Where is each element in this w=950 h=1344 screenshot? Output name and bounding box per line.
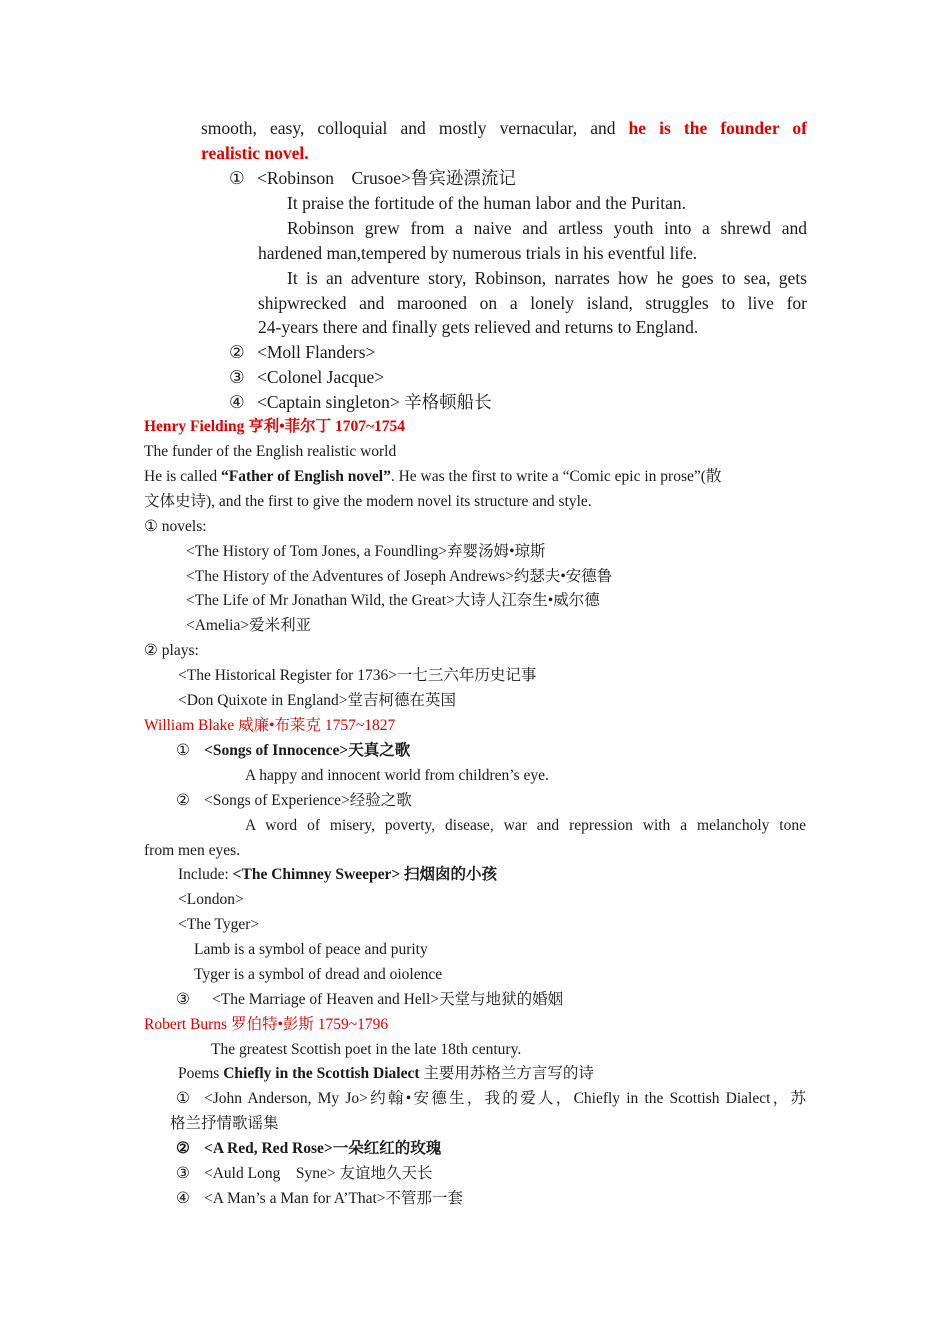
fielding-plays-label: ② plays:: [144, 642, 199, 659]
work-title: <A Red, Red Rose>一朵红红的玫瑰: [204, 1140, 442, 1157]
work-title: <Colonel Jacque>: [257, 367, 385, 387]
defoe-work-1: [229, 167, 516, 189]
blake-work-1-desc: A happy and innocent world from children’s eye.: [245, 767, 549, 784]
burns-heading: Robert Burns 罗伯特•彭斯 1759~1796: [144, 1016, 389, 1033]
fielding-desc-3: 文体史诗), and the first to give the modern novel its structure and style.: [144, 493, 592, 510]
burns-work-3: [176, 1163, 432, 1185]
work-title: <Songs of Innocence>天真之歌: [204, 742, 411, 759]
desc-text: 主要用苏格兰方言写的诗: [419, 1065, 594, 1082]
founder-highlight: he is the founder of: [615, 118, 807, 138]
desc-text: He is called: [144, 468, 222, 485]
blake-work-2-desc-1: A word of misery, poverty, disease, war and repression with a melancholy tone: [245, 817, 806, 834]
desc-text: . He was the first to write a “Comic epic in prose”(散: [390, 468, 722, 485]
work-title: <The Marriage of Heaven and Hell>天堂与地狱的婚姻: [212, 991, 564, 1008]
fielding-novels-label: ① novels:: [144, 518, 207, 535]
blake-work-2: [176, 790, 412, 812]
fielding-novel-2: <The History of the Adventures of Joseph Andrews>约瑟夫•安德鲁: [186, 568, 613, 585]
blake-work-1: [176, 740, 410, 762]
fielding-play-1: <The Historical Register for 1736>一七三六年历史记事: [178, 667, 537, 684]
robinson-note-1: It praise the fortitude of the human labor and the Puritan.: [287, 193, 686, 213]
robinson-note-2: Robinson grew from a naive and artless youth into a shrewd and: [287, 218, 807, 238]
work-number: ②: [176, 1140, 190, 1157]
fielding-desc-1: The funder of the English realistic world: [144, 443, 397, 460]
work-number: ④: [176, 1190, 190, 1207]
defoe-intro-line-1: [201, 117, 807, 139]
fielding-heading: Henry Fielding 亨利•菲尔丁 1707~1754: [144, 418, 406, 435]
fielding-novel-1: <The History of Tom Jones, a Foundling>弃婴汤姆•琼斯: [186, 543, 546, 560]
blake-lamb-symbol: Lamb is a symbol of peace and purity: [194, 941, 428, 958]
chimney-sweeper-title: <The Chimney Sweeper> 扫烟囱的小孩: [232, 866, 498, 883]
burns-work-1-cont: 格兰抒情歌谣集: [170, 1115, 279, 1132]
robinson-note-3: hardened man,tempered by numerous trials in his eventful life.: [258, 243, 698, 263]
burns-desc-2: [178, 1063, 594, 1085]
blake-work-2-desc-2: from men eyes.: [144, 842, 240, 859]
work-title: <Moll Flanders>: [257, 342, 376, 362]
work-title: <Robinson Crusoe>鲁宾逊漂流记: [257, 168, 516, 188]
work-number: ①: [229, 168, 245, 188]
work-number: ①: [176, 1090, 190, 1107]
work-title: <Auld Long Syne> 友谊地久天长: [204, 1165, 433, 1182]
father-of-novel-highlight: “Father of English novel”: [221, 468, 391, 485]
blake-poem-london: <London>: [178, 891, 244, 908]
work-number: ③: [229, 367, 245, 387]
work-number: ③: [176, 991, 190, 1008]
blake-tyger-symbol: Tyger is a symbol of dread and oiolence: [194, 966, 443, 983]
blake-heading: William Blake 威廉•布莱克 1757~1827: [144, 717, 396, 734]
burns-work-2: [176, 1138, 441, 1160]
work-title: <John Anderson, My Jo>约翰•安德生，我的爱人，Chiefly in the Scottish Dialect，苏: [204, 1090, 806, 1107]
work-title: <Captain singleton> 辛格顿船长: [257, 392, 492, 412]
include-label: Include:: [178, 866, 233, 883]
burns-desc-1: The greatest Scottish poet in the late 18th century.: [211, 1041, 522, 1058]
fielding-novel-3: <The Life of Mr Jonathan Wild, the Great>大诗人江奈生•威尔德: [186, 592, 600, 609]
work-title: <A Man’s a Man for A’That>不管那一套: [204, 1190, 463, 1207]
work-number: ②: [176, 792, 190, 809]
burns-work-4: [176, 1188, 463, 1210]
defoe-intro-text: smooth, easy, colloquial and mostly vernacular, and: [201, 118, 616, 138]
work-title: <Songs of Experience>经验之歌: [204, 792, 412, 809]
robinson-note-4: It is an adventure story, Robinson, narrates how he goes to sea, gets: [287, 268, 807, 288]
work-number: ②: [229, 342, 245, 362]
work-number: ①: [176, 742, 190, 759]
defoe-work-2: [229, 341, 375, 363]
defoe-work-4: [229, 391, 492, 413]
scottish-dialect-highlight: Chiefly in the Scottish Dialect: [223, 1065, 420, 1082]
robinson-note-5: shipwrecked and marooned on a lonely island, struggles to live for: [258, 293, 807, 313]
work-number: ③: [176, 1165, 190, 1182]
blake-include: [178, 864, 497, 886]
defoe-intro-line-2: realistic novel.: [201, 143, 309, 163]
fielding-desc-2: [144, 466, 721, 488]
blake-work-3: [176, 989, 563, 1011]
blake-poem-tyger: <The Tyger>: [178, 916, 260, 933]
work-number: ④: [229, 392, 245, 412]
desc-text: Poems: [178, 1065, 224, 1082]
fielding-novel-4: <Amelia>爱米利亚: [186, 617, 312, 634]
defoe-work-3: [229, 366, 384, 388]
burns-work-1: [176, 1088, 806, 1110]
robinson-note-6: 24-years there and finally gets relieved and returns to England.: [258, 317, 699, 337]
fielding-play-2: <Don Quixote in England>堂吉柯德在英国: [178, 692, 456, 709]
